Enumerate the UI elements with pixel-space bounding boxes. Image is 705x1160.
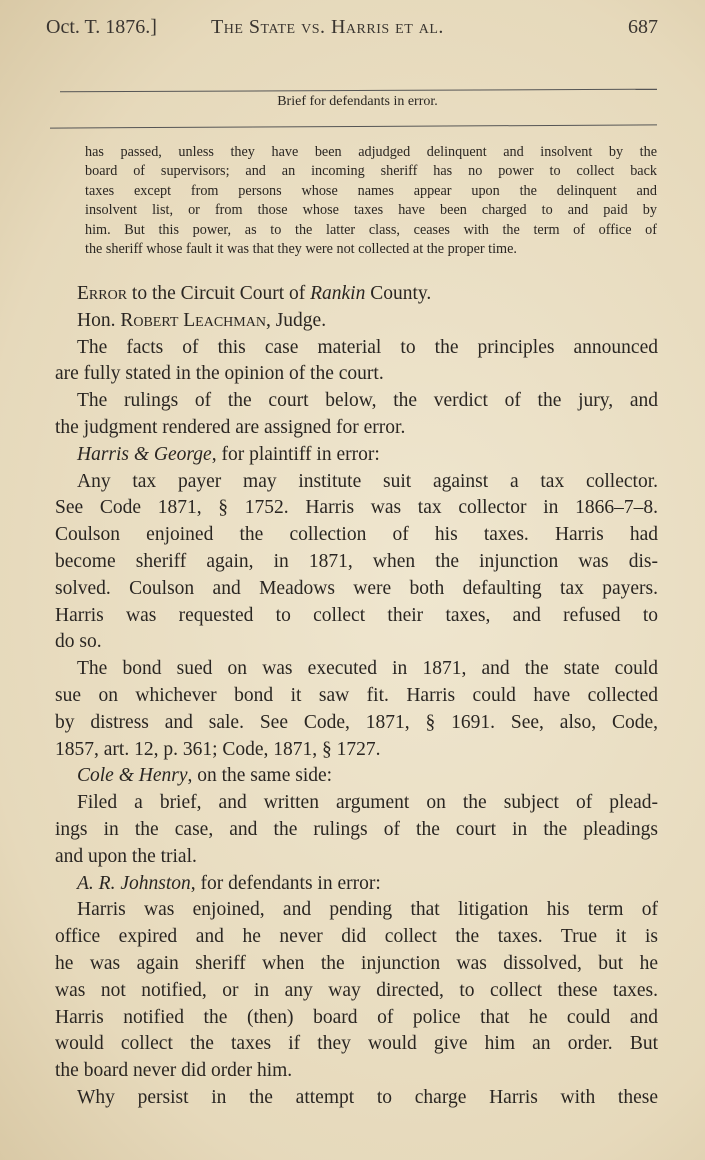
text-run: Harris notified the (then) board of police that he could and [55, 1006, 658, 1028]
text-line [55, 790, 658, 817]
term-label: Oct. T. 1876.] [46, 16, 157, 38]
text-line [55, 442, 658, 469]
counsel-name: A. R. Johnston [77, 872, 191, 894]
counsel-name: Rankin [310, 283, 366, 304]
headnote [85, 143, 657, 259]
text-run: was not notified, or in any way directed, to collect these taxes. [55, 979, 658, 1001]
text-run: Why persist in the attempt to charge Harris with these [77, 1086, 658, 1108]
text-line [55, 603, 658, 630]
page-number: 687 [628, 16, 658, 38]
text-run: sue on whichever bond it saw fit. Harris could have collected [55, 684, 658, 706]
text-line [55, 415, 658, 442]
text-run: , Judge. [265, 309, 327, 331]
text-line [55, 308, 658, 335]
text-run: by distress and sale. See Code, 1871, § 1691. See, also, Code, [55, 711, 658, 733]
text-run: solved. Coulson and Meadows were both defaulting tax payers. [55, 577, 658, 599]
text-line [55, 656, 658, 683]
text-run: ings in the case, and the rulings of the court in the pleadings [55, 818, 658, 840]
text-line [55, 469, 658, 496]
text-run: and upon the trial. [55, 845, 197, 867]
text-run: Hon. [77, 309, 121, 331]
text-run: 1857, art. 12, p. 361; Code, 1871, § 1727. [55, 738, 381, 760]
text-line [55, 629, 658, 656]
text-run: See Code 1871, § 1752. Harris was tax collector in 1866–7–8. [55, 497, 658, 519]
text-line [55, 1085, 658, 1112]
counsel-name: Harris & George [77, 443, 212, 465]
text-run: , on the same side: [187, 765, 333, 787]
headnote-line: has passed, unless they have been adjudged delinquent and insolvent by the [85, 144, 657, 160]
text-line [55, 844, 658, 871]
text-line [55, 495, 658, 522]
section-subheading: Brief for defendants in error. [277, 94, 438, 109]
text-run: to the Circuit Court of [127, 283, 311, 304]
text-line [55, 549, 658, 576]
headnote-line: taxes except from persons whose names appear upon the delinquent and [85, 182, 657, 199]
text-run: County. [365, 283, 432, 304]
headnote-line: the sheriff whose fault it was that they were not collected at the proper time. [85, 241, 517, 258]
text-run: do so. [55, 631, 102, 653]
counsel-name: Cole & Henry [77, 765, 188, 787]
text-run: Filed a brief, and written argument on the subject of plead- [77, 792, 658, 814]
headnote-line: board of supervisors; and an incoming sheriff has no power to collect back [85, 163, 657, 180]
body-text [55, 281, 658, 1112]
text-run: are fully stated in the opinion of the court. [55, 363, 384, 385]
text-run: become sheriff again, in 1871, when the injunction was dis- [55, 550, 658, 572]
text-line [55, 763, 658, 790]
text-line [55, 817, 658, 844]
text-run: Any tax payer may institute suit against a tax collector. [77, 470, 658, 492]
text-line [55, 1031, 658, 1058]
headnote-line: insolvent list, or from those whose taxes have been charged to and paid by [85, 202, 657, 219]
text-line [55, 683, 658, 710]
text-run: The facts of this case material to the principles announced [77, 336, 658, 358]
text-run: The bond sued on was executed in 1871, and the state could [77, 658, 658, 680]
text-line [55, 522, 658, 549]
text-run: he was again sheriff when the injunction was dissolved, but he [55, 952, 658, 974]
text-run: office expired and he never did collect the taxes. True it is [55, 926, 658, 948]
text-line [55, 737, 658, 764]
text-line [55, 871, 658, 898]
text-line [55, 281, 658, 308]
text-line [55, 951, 658, 978]
text-run: Coulson enjoined the collection of his taxes. Harris had [55, 524, 658, 546]
text-run: Error [77, 283, 128, 304]
text-run: the judgment rendered are assigned for error. [55, 416, 406, 438]
text-run: , for plaintiff in error: [211, 443, 380, 465]
text-line [55, 388, 658, 415]
case-title: The State vs. Harris et al. [211, 16, 444, 38]
running-header [46, 16, 658, 46]
text-line [55, 710, 658, 737]
text-run: , for defendants in error: [190, 872, 381, 894]
text-run: the board never did order him. [55, 1060, 293, 1082]
text-line [55, 576, 658, 603]
text-line [55, 897, 658, 924]
text-line [55, 1058, 658, 1085]
text-line [55, 335, 658, 362]
text-run: would collect the taxes if they would give him an order. But [55, 1033, 658, 1055]
text-run: The rulings of the court below, the verdict of the jury, and [77, 390, 658, 412]
text-line [55, 924, 658, 951]
text-run: Harris was enjoined, and pending that litigation his term of [77, 899, 658, 921]
text-line [55, 1005, 658, 1032]
headnote-line: him. But this power, as to the latter class, ceases with the term of office of [85, 221, 657, 238]
text-run: Harris was requested to collect their taxes, and refused to [55, 604, 658, 626]
text-line [55, 978, 658, 1005]
text-run: Robert Leachman [120, 309, 266, 331]
text-line [55, 361, 658, 388]
